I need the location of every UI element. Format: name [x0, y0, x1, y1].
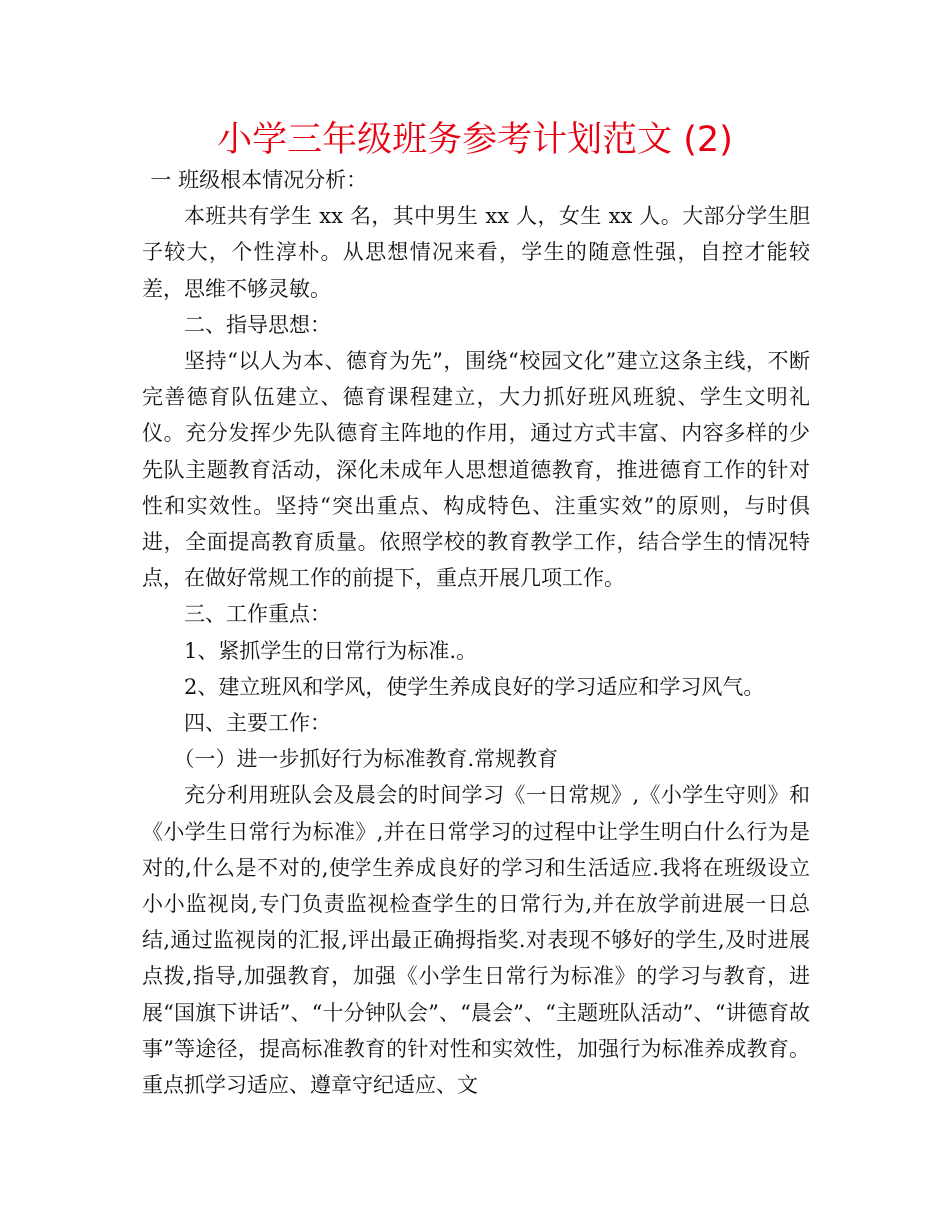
list-item-focus-1: 1、紧抓学生的日常行为标准.。 — [184, 638, 478, 663]
paragraph-guiding-ideology: 坚持“以人为本、德育为先”，围绕“校园文化”建立这条主线，不断完善德育队伍建立、德育课程建立，大力抓好班风班貌、学生文明礼仪。充分发挥少先队德育主阵地的作用，通过方式丰富、内容多样的少先队主题教育活动，深化未成年人思想道德教育，推进德育工作的针对性和实效性。坚持“突出重点、构成特色、注重实效”的原则，与时俱进，全面提高教育质量。依照学校的教育教学工作，结合学生的情况特点，在做好常规工作的前提下，重点开展几项工作。 — [142, 349, 810, 591]
subheading-behavior-education: （一）进一步抓好行为标准教育.常规教育 — [173, 747, 559, 772]
document-title: 小学三年级班务参考计划范文 (2) — [217, 120, 733, 160]
heading-class-analysis: 一 班级根本情况分析： — [150, 168, 368, 192]
list-item-focus-2: 2、建立班风和学风，使学生养成良好的学习适应和学习风气。 — [184, 674, 765, 699]
heading-work-focus: 三、工作重点： — [184, 602, 331, 627]
paragraph-behavior-education: 充分利用班队会及晨会的时间学习《一日常规》,《小学生守则》和《小学生日常行为标准》,并在日常学习的过程中让学生明白什么行为是对的,什么是不对的,使学生养成良好的学习和生活适应.我将在班级设立小小监视岗,专门负责监视检查学生的日常行为,并在放学前进展一日总结,通过监视岗的汇报,评出最正确拇指奖.对表现不够好的学生,及时进展点拨,指导,加强教育，加强《小学生日常行为标准》的学习与教育，进展“国旗下讲话”、“十分钟队会”、“晨会”、“主题班队活动”、“讲德育故事”等途径，提高标准教育的针对性和实效性，加强行为标准养成教育。重点抓学习适应、遵章守纪适应、文 — [142, 783, 810, 1098]
heading-guiding-ideology: 二、指导思想： — [184, 312, 331, 337]
heading-main-work: 四、主要工作： — [184, 711, 331, 736]
document-body — [142, 162, 810, 1103]
paragraph-class-analysis: 本班共有学生 xx 名，其中男生 xx 人，女生 xx 人。大部分学生胆子较大，个性淳朴。从思想情况来看，学生的随意性强，自控才能较差，思维不够灵敏。 — [142, 204, 810, 301]
